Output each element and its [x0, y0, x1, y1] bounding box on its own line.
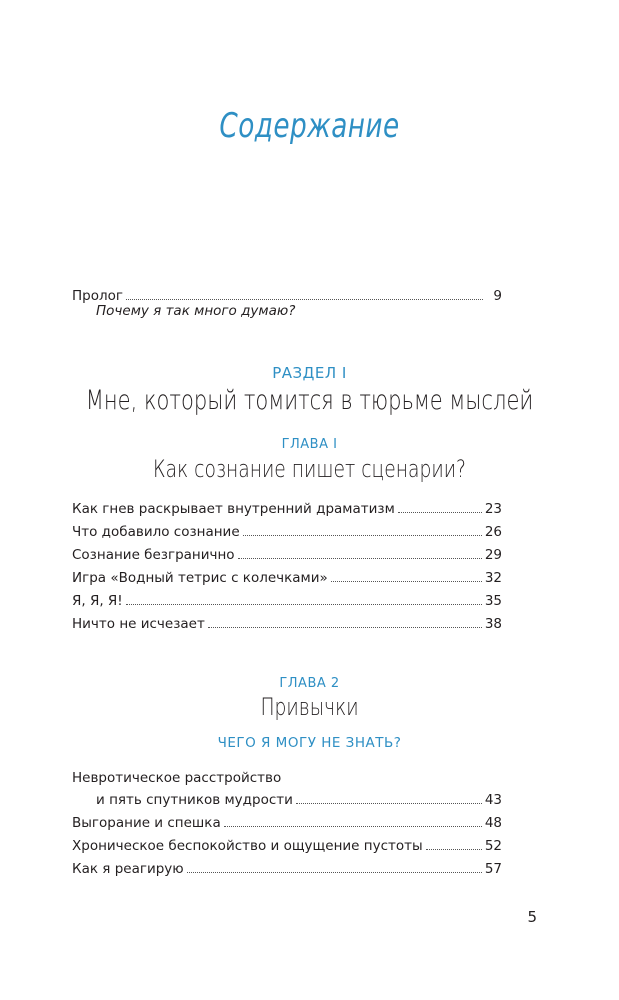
toc-entry[interactable]: [72, 612, 502, 632]
chapter-1-title: Как сознание пишет сценарии?: [153, 455, 466, 483]
toc-entry-page: 38: [484, 616, 502, 632]
toc-entry-page: 29: [484, 547, 502, 563]
dot-leader: [238, 558, 482, 559]
toc-entry-label: Что добавило сознание: [72, 524, 240, 540]
toc-entry-label: Пролог: [72, 288, 123, 304]
toc-entry[interactable]: [72, 857, 502, 877]
dot-leader: [224, 826, 482, 827]
toc-entry-label: Как гнев раскрывает внутренний драматизм: [72, 501, 395, 517]
prolog-subtitle: Почему я так много думаю?: [96, 303, 296, 319]
dot-leader: [126, 604, 482, 605]
toc-entry-page: 52: [484, 838, 502, 854]
toc-entry-page: 35: [484, 593, 502, 609]
toc-entry-label: Игра «Водный тетрис с колечками»: [72, 570, 328, 586]
dot-leader: [426, 849, 482, 850]
toc-entry-page: 23: [484, 501, 502, 517]
toc-entry-label: Выгорание и спешка: [72, 815, 221, 831]
toc-entry-page: 48: [484, 815, 502, 831]
chapter-2-title: Привычки: [260, 693, 359, 721]
toc-entry[interactable]: [96, 788, 502, 808]
dot-leader: [296, 803, 482, 804]
chapter-2-label: ГЛАВА 2: [279, 676, 340, 691]
toc-entry[interactable]: [72, 497, 502, 517]
page-title: Содержание: [219, 106, 400, 146]
toc-entry-page: 57: [484, 861, 502, 877]
chapter-1-label: ГЛАВА I: [281, 437, 338, 452]
toc-entry-label: Я, Я, Я!: [72, 593, 123, 609]
toc-entry[interactable]: [72, 520, 502, 540]
toc-entry[interactable]: [72, 589, 502, 609]
toc-entry-label-line1: Невротическое расстройство: [72, 770, 282, 786]
toc-entry-page: 32: [484, 570, 502, 586]
toc-entry-page: 26: [484, 524, 502, 540]
toc-entry-label: Сознание безгранично: [72, 547, 235, 563]
toc-entry[interactable]: [72, 566, 502, 586]
toc-entry-label: Ничто не исчезает: [72, 616, 205, 632]
dot-leader: [243, 535, 482, 536]
dot-leader: [331, 581, 482, 582]
toc-entry[interactable]: [72, 834, 502, 854]
toc-entry-label: Хроническое беспокойство и ощущение пустоты: [72, 838, 423, 854]
toc-entry-page: 43: [484, 792, 502, 808]
section-label: РАЗДЕЛ I: [272, 364, 347, 382]
dot-leader: [187, 872, 482, 873]
dot-leader: [126, 299, 483, 300]
dot-leader: [208, 627, 482, 628]
dot-leader: [398, 512, 482, 513]
toc-entry[interactable]: [72, 543, 502, 563]
toc-entry-page: 9: [493, 288, 502, 304]
page-number: 5: [527, 908, 537, 926]
section-title: Мне, который томится в тюрьме мыслей: [85, 385, 534, 416]
toc-entry-prolog[interactable]: [72, 284, 502, 304]
toc-entry-label: и пять спутников мудрости: [96, 792, 293, 808]
toc-entry-label: Как я реагирую: [72, 861, 184, 877]
toc-entry[interactable]: [72, 811, 502, 831]
chapter-2-subtitle: ЧЕГО Я МОГУ НЕ ЗНАТЬ?: [217, 735, 402, 751]
